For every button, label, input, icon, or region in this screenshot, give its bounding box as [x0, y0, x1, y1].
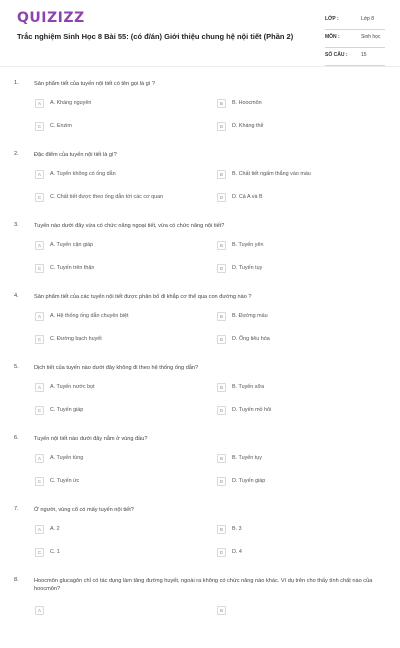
question-number: 6. [14, 435, 19, 441]
option-letter-badge: C [35, 335, 44, 344]
header-divider [0, 66, 400, 67]
option-b[interactable] [217, 383, 377, 392]
question-item [0, 80, 400, 151]
option-c[interactable] [35, 477, 195, 486]
option-text: B. Hoocmôn [232, 100, 262, 106]
option-b[interactable] [217, 170, 377, 179]
option-letter-badge: C [35, 122, 44, 131]
option-d[interactable] [217, 548, 377, 557]
option-letter-badge: A [35, 454, 44, 463]
option-a[interactable] [35, 170, 195, 179]
option-c[interactable] [35, 193, 195, 202]
question-text: Sản phẩm tiết của tuyến nội tiết có tên gọi là gì ? [34, 81, 155, 87]
meta-row-count [325, 48, 385, 66]
option-letter-badge: B [217, 170, 226, 179]
option-letter-badge: C [35, 193, 44, 202]
option-text: C. 1 [50, 549, 60, 555]
option-text: C. Đường bạch huyết [50, 336, 102, 342]
question-item [0, 364, 400, 435]
option-letter-badge: D [217, 122, 226, 131]
question-number: 7. [14, 506, 19, 512]
option-text: D. Tuyến giáp [232, 478, 266, 484]
option-letter-badge: C [35, 406, 44, 415]
question-number: 1. [14, 80, 19, 86]
option-letter-badge: D [217, 193, 226, 202]
question-number: 3. [14, 222, 19, 228]
question-text: Đặc điểm của tuyến nội tiết là gì? [34, 152, 117, 158]
option-a[interactable] [35, 606, 195, 615]
option-d[interactable] [217, 477, 377, 486]
meta-value: Sinh học [361, 34, 381, 40]
option-a[interactable] [35, 525, 195, 534]
question-text: Sản phẩm tiết của các tuyến nội tiết được phân bố đi khắp cơ thể qua con đường nào ? [34, 294, 252, 300]
meta-value: 15 [361, 52, 367, 58]
question-number: 5. [14, 364, 19, 370]
option-letter-badge: A [35, 312, 44, 321]
question-item [0, 435, 400, 506]
option-b[interactable] [217, 525, 377, 534]
question-text: Dịch tiết của tuyến nào dưới đây không đi theo hệ thống ống dẫn? [34, 365, 199, 371]
option-text: A. Tuyến cận giáp [50, 242, 94, 248]
meta-row-class [325, 12, 385, 30]
option-letter-badge: B [217, 312, 226, 321]
option-letter-badge: C [35, 264, 44, 273]
option-letter-badge: B [217, 241, 226, 250]
option-text: D. Kháng thể [232, 123, 264, 129]
option-b[interactable] [217, 312, 377, 321]
question-item [0, 151, 400, 222]
option-text: B. Tuyến sữa [232, 384, 265, 390]
question-number: 4. [14, 293, 19, 299]
option-text: A. Tuyến nước bọt [50, 384, 95, 390]
option-letter-badge: B [217, 454, 226, 463]
question-text: Tuyến nào dưới đây vừa có chức năng ngoại tiết, vừa có chức năng nội tiết? [34, 223, 225, 229]
option-c[interactable] [35, 548, 195, 557]
question-item [0, 293, 400, 364]
option-letter-badge: B [217, 383, 226, 392]
question-text: Hoocmôn glucagôn chỉ có tác dụng làm tăng đường huyết, ngoài ra không có chức năng nào khác. Ví dụ trên cho thấy tính chất nào của hoocmôn? [34, 578, 373, 592]
option-a[interactable] [35, 241, 195, 250]
option-letter-badge: D [217, 477, 226, 486]
option-a[interactable] [35, 312, 195, 321]
option-c[interactable] [35, 406, 195, 415]
meta-value: Lớp 8 [361, 16, 375, 22]
meta-label: LỚP : [325, 16, 339, 22]
meta-label: MÔN : [325, 34, 340, 40]
option-letter-badge: D [217, 335, 226, 344]
question-item [0, 506, 400, 577]
option-letter-badge: B [217, 525, 226, 534]
question-list [0, 80, 400, 648]
option-c[interactable] [35, 264, 195, 273]
option-letter-badge: A [35, 525, 44, 534]
question-item [0, 222, 400, 293]
option-a[interactable] [35, 454, 195, 463]
quizizz-logo: QUIZIZZ [17, 10, 85, 26]
option-text: D. Tuyến mồ hôi [232, 407, 272, 413]
option-letter-badge: A [35, 170, 44, 179]
option-d[interactable] [217, 193, 377, 202]
option-text: D. Cả A và B [232, 194, 263, 200]
option-text: D. Ống tiêu hóa [232, 336, 270, 342]
option-letter-badge: D [217, 264, 226, 273]
question-text: Ở người, vùng cổ có mấy tuyến nội tiết? [34, 507, 134, 513]
option-letter-badge: D [217, 548, 226, 557]
meta-row-subject [325, 30, 385, 48]
option-a[interactable] [35, 383, 195, 392]
question-item [0, 577, 400, 648]
question-number: 2. [14, 151, 19, 157]
option-b[interactable] [217, 241, 377, 250]
option-c[interactable] [35, 335, 195, 344]
meta-label: SỐ CÂU : [325, 52, 348, 58]
option-text: A. Tuyến không có ống dẫn [50, 171, 116, 177]
option-text: C. Tuyến giáp [50, 407, 84, 413]
option-a[interactable] [35, 99, 195, 108]
worksheet-header [0, 0, 400, 70]
worksheet-meta [325, 12, 385, 66]
option-b[interactable] [217, 99, 377, 108]
question-text: Tuyến nội tiết nào dưới đây nằm ở vùng đầu? [34, 436, 148, 442]
option-text: B. Chất tiết ngấm thẳng vào máu [232, 171, 311, 177]
option-b[interactable] [217, 606, 377, 615]
option-letter-badge: C [35, 477, 44, 486]
option-d[interactable] [217, 122, 377, 131]
option-letter-badge: A [35, 99, 44, 108]
option-letter-badge: A [35, 241, 44, 250]
option-text: C. Tuyến trên thận [50, 265, 95, 271]
worksheet-title: Trắc nghiệm Sinh Học 8 Bài 55: (có đ/án) Giới thiệu chung hệ nội tiết (Phần 2) [17, 32, 294, 41]
option-d[interactable] [217, 335, 377, 344]
option-letter-badge: D [217, 406, 226, 415]
option-text: C. Enzim [50, 123, 72, 129]
option-letter-badge: A [35, 383, 44, 392]
option-letter-badge: B [217, 606, 226, 615]
option-letter-badge: B [217, 99, 226, 108]
option-letter-badge: A [35, 606, 44, 615]
option-b[interactable] [217, 454, 377, 463]
option-d[interactable] [217, 406, 377, 415]
option-c[interactable] [35, 122, 195, 131]
option-text: A. Hệ thống ống dẫn chuyên biệt [50, 313, 129, 319]
option-text: B. Đường máu [232, 313, 268, 319]
option-d[interactable] [217, 264, 377, 273]
option-text: B. 3 [232, 526, 242, 532]
option-text: D. Tuyến tụy [232, 265, 263, 271]
option-text: B. Tuyến tụy [232, 455, 262, 461]
option-text: D. 4 [232, 549, 242, 555]
option-text: B. Tuyến yên [232, 242, 264, 248]
option-text: C. Chất tiết được theo ống dẫn tới các cơ quan [50, 194, 164, 200]
option-text: C. Tuyến ức [50, 478, 80, 484]
question-number: 8. [14, 577, 19, 583]
option-text: A. 2 [50, 526, 60, 532]
option-text: A. Tuyến tùng [50, 455, 84, 461]
option-letter-badge: C [35, 548, 44, 557]
option-text: A. Kháng nguyên [50, 100, 92, 106]
